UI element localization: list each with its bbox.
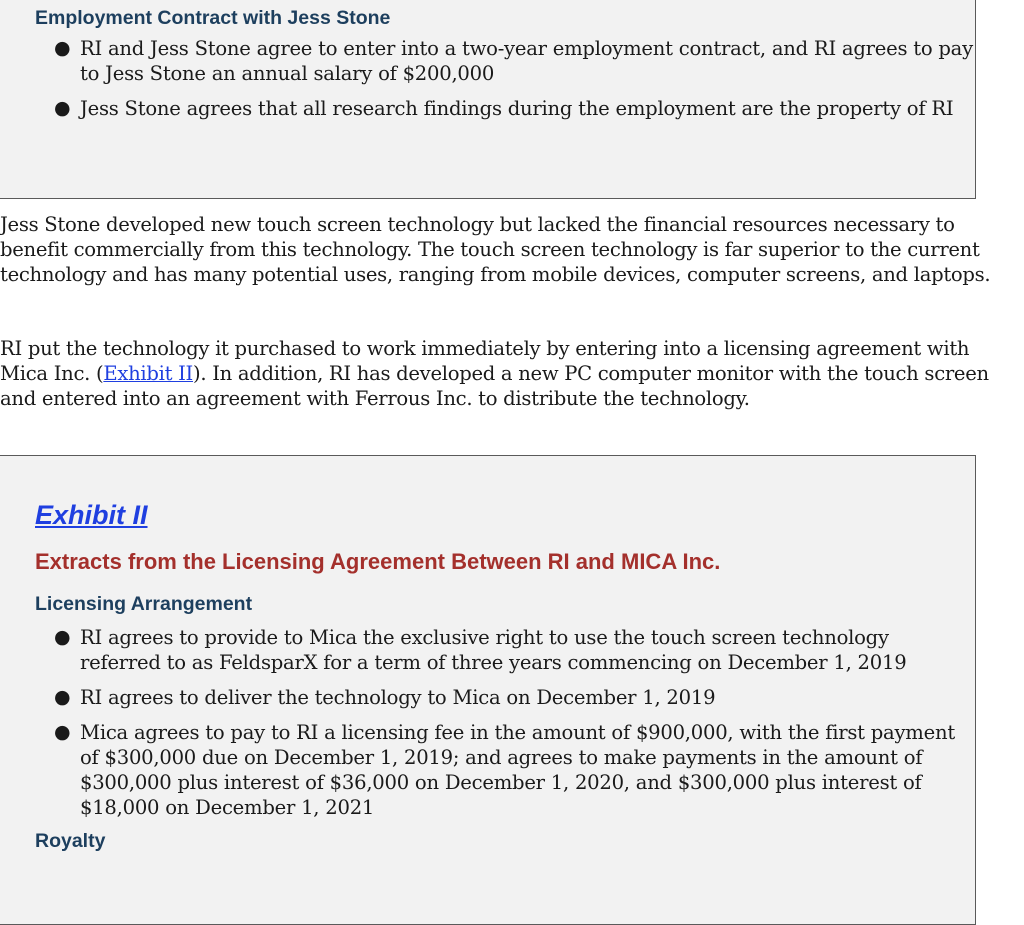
bullet-dot: ● (54, 97, 71, 119)
body-paragraph-2: RI put the technology it purchased to work immediately by entering into a licensing agreement with Mica Inc. (Exhibit II). In addition, RI has developed a new PC computer monitor with the touch screen and entered into an agreement with Ferrous Inc. to distribute the technology. (0, 337, 989, 410)
exhibit-subtitle: Extracts from the Licensing Agreement Between RI and MICA Inc. (35, 549, 721, 574)
bullet-dot: ● (54, 626, 71, 648)
bullet-dot: ● (54, 37, 71, 59)
licensing-bullet: ● RI agrees to provide to Mica the exclusive right to use the touch screen technology referred to as FeldsparX for a term of three years commencing on December 1, 2019 (54, 626, 907, 674)
employment-bullet: ● RI and Jess Stone agree to enter into a two-year employment contract, and RI agrees to pay to Jess Stone an annual salary of $200,000 (54, 37, 973, 85)
exhibit-ii-title-link[interactable]: Exhibit II (35, 500, 148, 530)
licensing-bullet: ● RI agrees to deliver the technology to Mica on December 1, 2019 (54, 686, 716, 709)
licensing-bullet: ● Mica agrees to pay to RI a licensing fee in the amount of $900,000, with the first payment of $300,000 due on December 1, 2019; and agrees to make payments in the amount of $300,000 plus interest of $36,000 on December 1, 2020, and $300,000 plus interest of $18,000 on December 1, 2021 (54, 721, 955, 819)
exhibit-ii-box (0, 455, 976, 925)
body-paragraph-1: Jess Stone developed new touch screen technology but lacked the financial resources necessary to benefit commercially from this technology. The touch screen technology is far superior to the current technology and has many potential uses, ranging from mobile devices, computer screens, and laptops. (0, 213, 991, 286)
employment-contract-heading: Employment Contract with Jess Stone (35, 7, 391, 29)
exhibit-ii-inline-link[interactable]: Exhibit II (103, 362, 193, 385)
employment-bullet: ● Jess Stone agrees that all research findings during the employment are the property of RI (54, 97, 954, 120)
bullet-dot: ● (54, 721, 71, 743)
employment-bullet-list (35, 36, 975, 121)
licensing-bullet-list (35, 625, 975, 820)
royalty-heading: Royalty (35, 830, 106, 852)
employment-contract-box (0, 0, 976, 199)
licensing-arrangement-heading: Licensing Arrangement (35, 593, 253, 615)
bullet-dot: ● (54, 686, 71, 708)
